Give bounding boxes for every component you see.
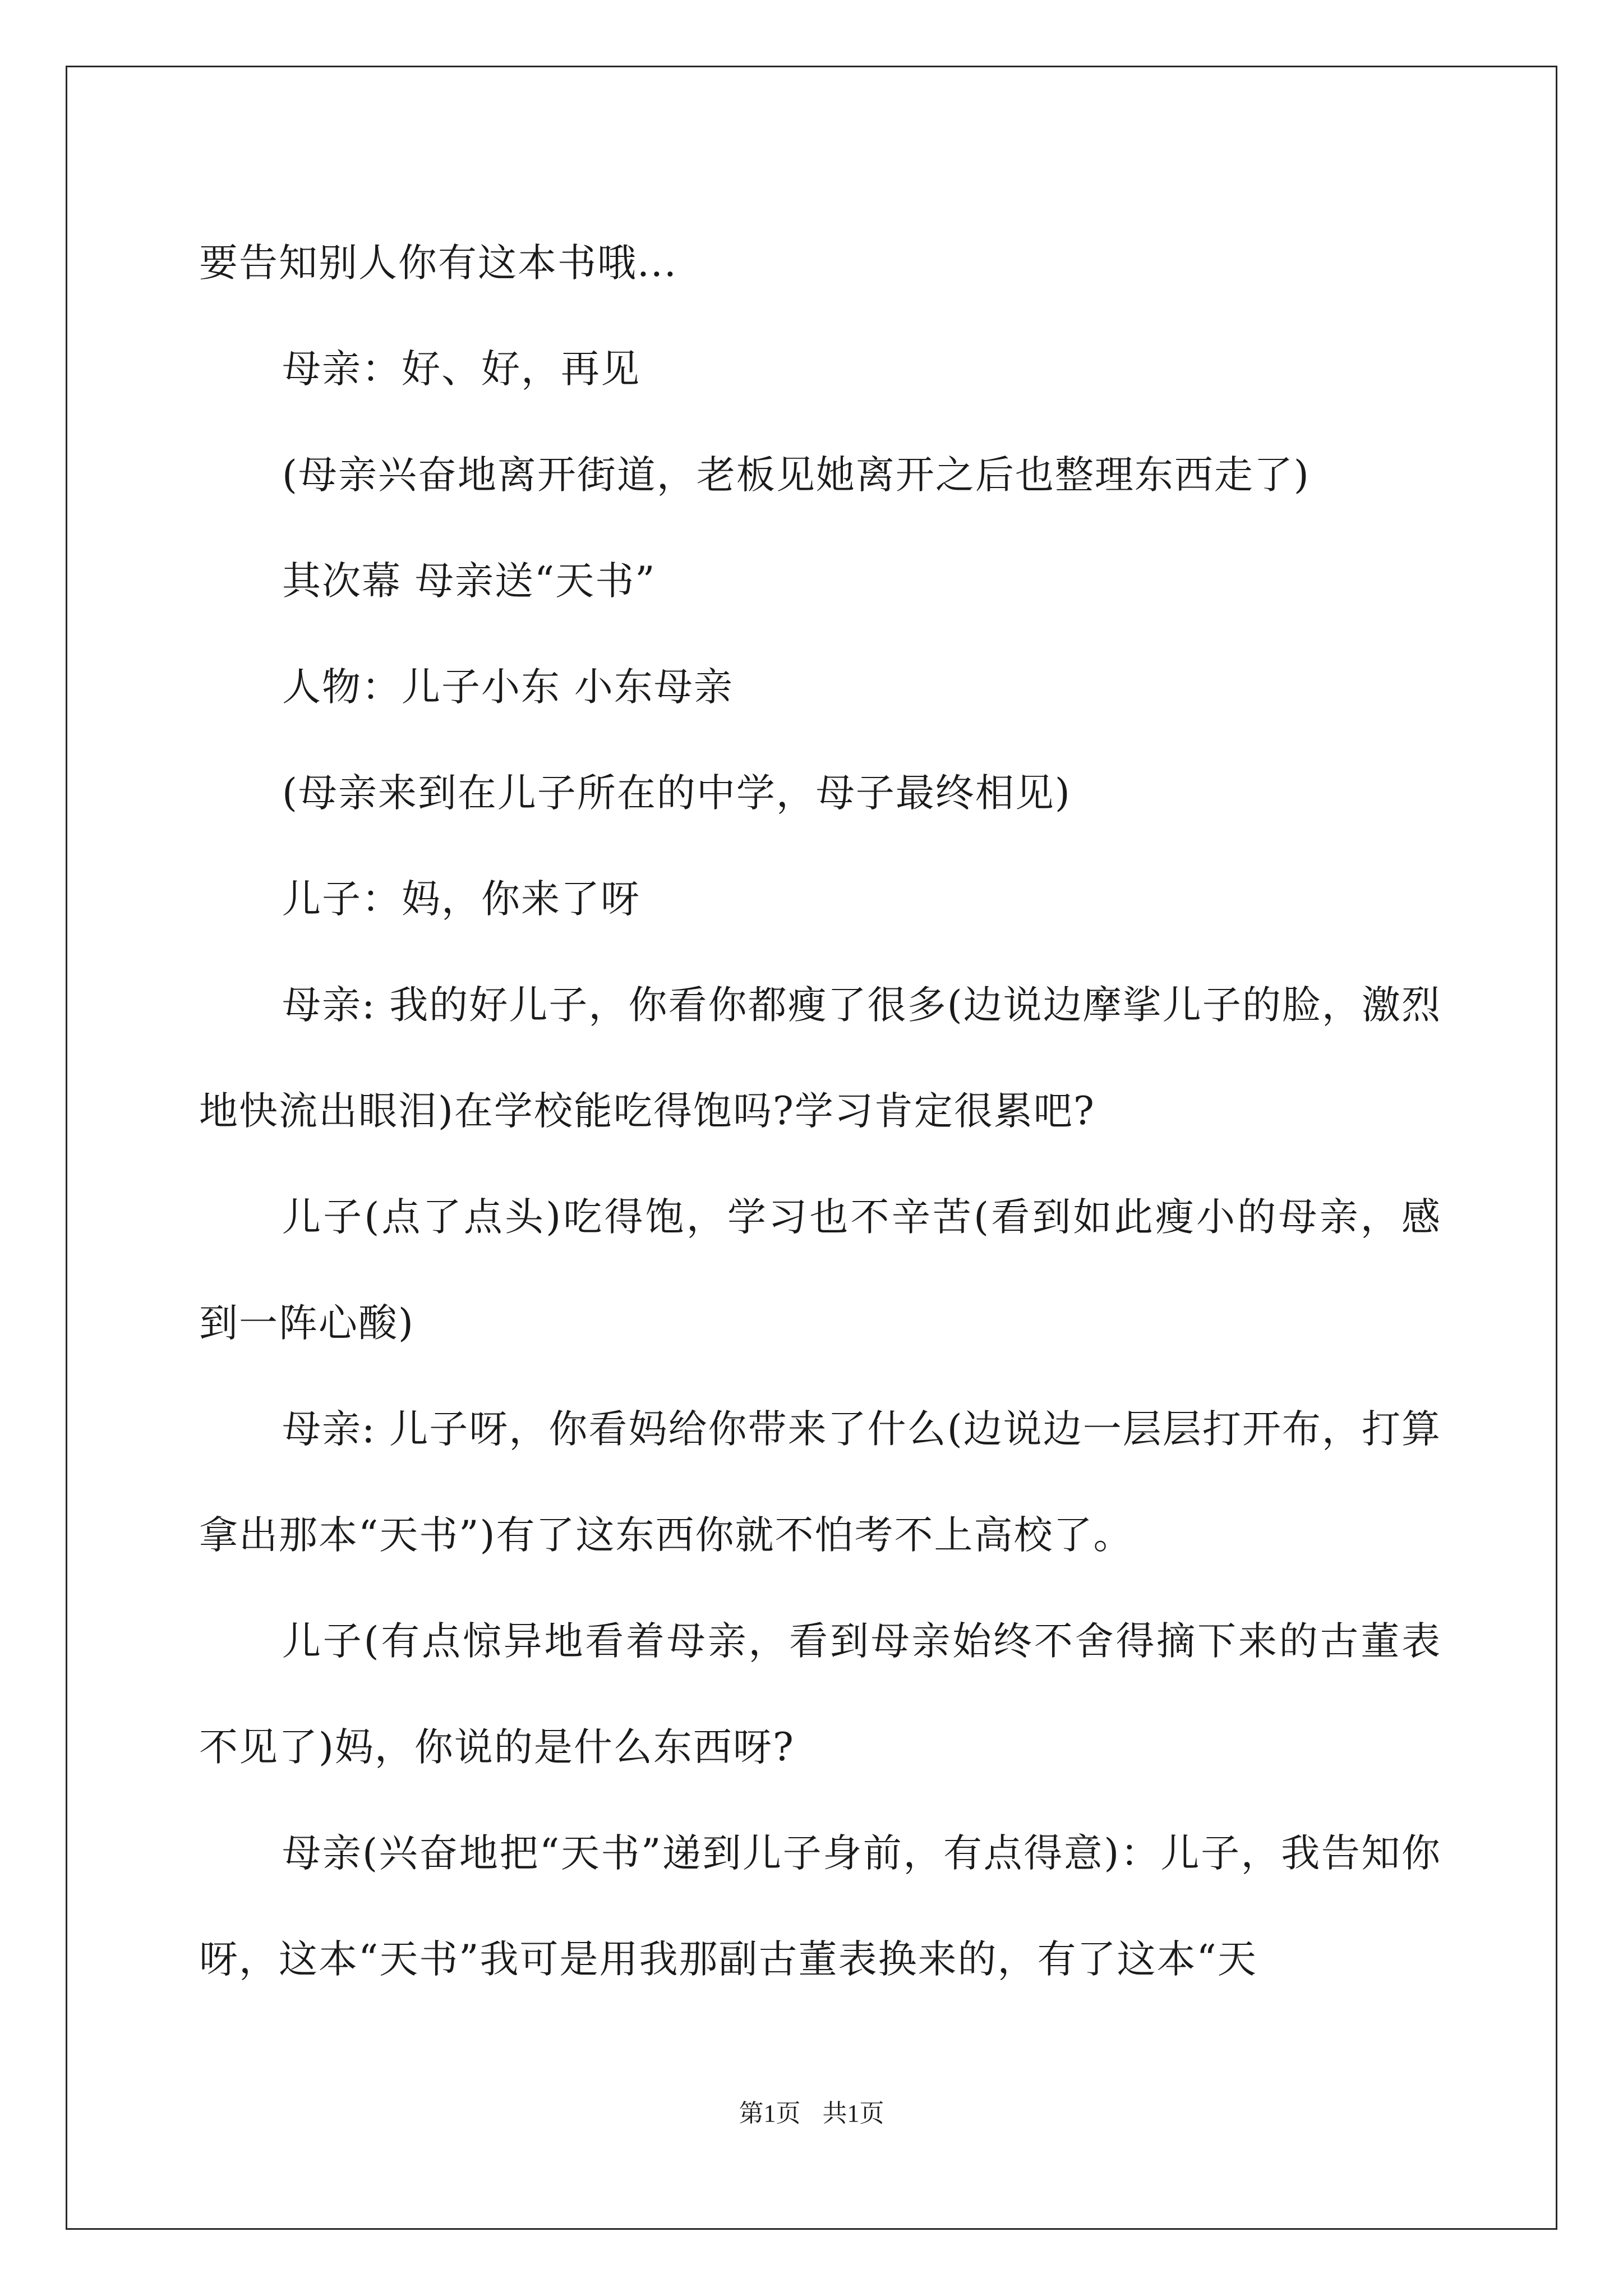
paragraph-mother-goodbye: 母亲：好、好，再见 <box>282 347 640 392</box>
paragraph-continuation: 要告知别人你有这本书哦... <box>199 241 677 286</box>
paragraph-son-surprised: 儿子(有点惊异地看着母亲，看到母亲始终不舍得摘下来的古董表不见了)妈，你说的是什么东西呀? <box>199 1619 1441 1770</box>
paragraph-stage-direction-school: (母亲来到在儿子所在的中学，母子最终相见) <box>282 771 1071 816</box>
characters-list: 人物：儿子小东 小东母亲 <box>282 665 734 710</box>
paragraph-son-greeting: 儿子：妈，你来了呀 <box>282 877 640 922</box>
paragraph-mother-explains: 母亲(兴奋地把“天书”递到儿子身前，有点得意)：儿子，我告知你呀，这本“天书”我可是用我那副古董表换来的，有了这本“天 <box>199 1831 1441 1982</box>
page-total: 共1页 <box>822 2100 884 2127</box>
paragraph-mother-concern: 母亲: 我的好儿子，你看你都瘦了很多(边说边摩挲儿子的脸，激烈地快流出眼泪)在学校能吃得饱吗?学习肯定很累吧? <box>199 983 1441 1134</box>
scene-heading: 其次幕 母亲送“天书” <box>282 559 656 604</box>
page-number: 第1页 <box>739 2100 801 2127</box>
paragraph-son-reply: 儿子(点了点头)吃得饱，学习也不辛苦(看到如此瘦小的母亲，感到一阵心酸) <box>199 1195 1441 1346</box>
document-body <box>199 210 1441 2013</box>
page-footer <box>0 2097 1623 2131</box>
paragraph-mother-gift: 母亲: 儿子呀，你看妈给你带来了什么(边说边一层层打开布，打算拿出那本“天书”)有了这东西你就不怕考不上高校了。 <box>199 1407 1441 1558</box>
paragraph-stage-direction-leave: (母亲兴奋地离开街道，老板见她离开之后也整理东西走了) <box>282 453 1310 498</box>
